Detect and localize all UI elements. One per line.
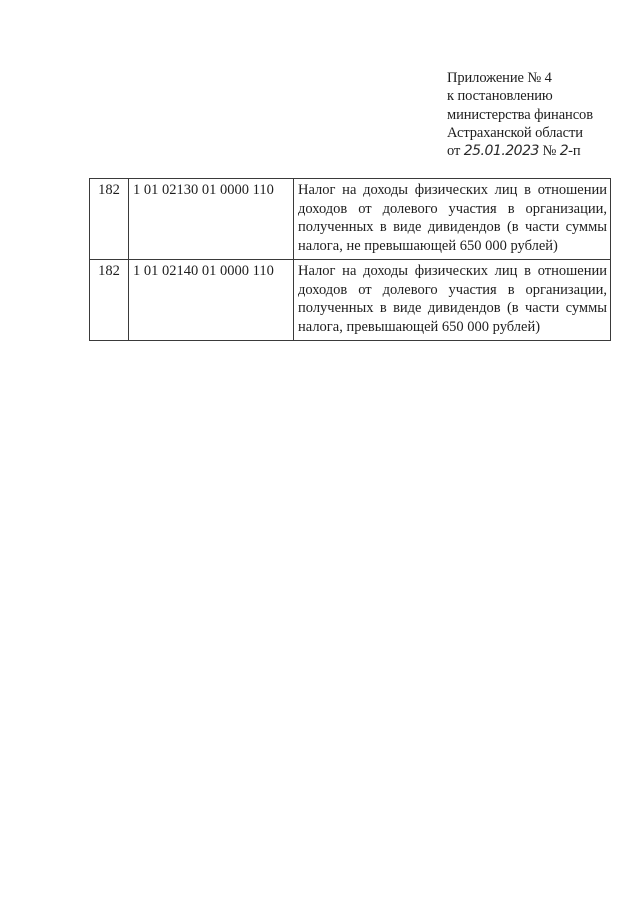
appendix-title: Приложение № 4 [447,70,552,86]
appendix-reference: к постановлению [447,88,553,105]
income-name-cell: Налог на доходы физических лиц в отношении доходов от долевого участия в организации, полученных в виде дивидендов (в части суммы налога, превышающей 650 000 рублей) [294,260,611,341]
income-name-cell: Налог на доходы физических лиц в отношении доходов от долевого участия в организации, полученных в виде дивидендов (в части суммы налога, не превышающей 650 000 рублей) [294,179,611,260]
kbk-code-cell: 1 01 02130 01 0000 110 [129,179,294,260]
table-row [90,260,611,341]
appendix-ministry: министерства финансов [447,106,593,123]
number-suffix: -п [568,143,581,160]
table-row [90,179,611,260]
date-prefix: от [447,143,461,160]
appendix-header [447,69,632,160]
kbk-code-cell: 1 01 02140 01 0000 110 [129,260,294,341]
admin-code-cell: 182 [90,179,129,260]
handwritten-date: 25.01.2023 [463,143,539,160]
number-prefix: № [542,143,557,160]
appendix-region: Астраханской области [447,124,583,141]
admin-code-cell: 182 [90,260,129,341]
handwritten-number: 2 [559,143,569,160]
appendix-date-number [447,142,632,160]
income-codes-table [89,178,611,341]
